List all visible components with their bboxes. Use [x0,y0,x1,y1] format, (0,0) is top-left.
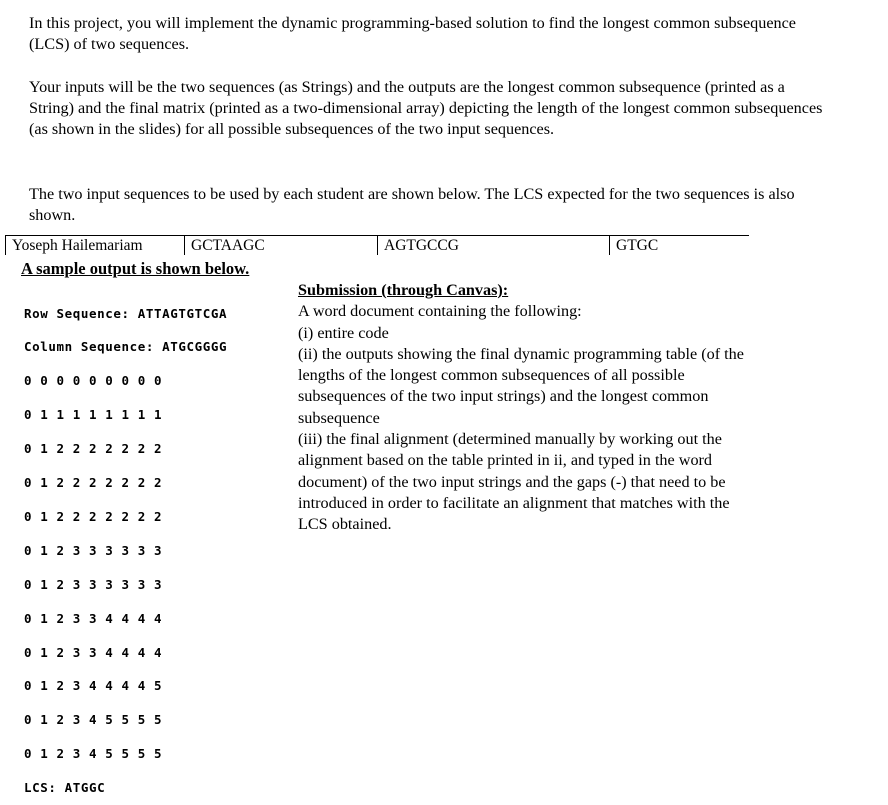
sample-output-heading: A sample output is shown below. [21,259,250,278]
submission-line: document) of the two input strings and the gaps (-) that need to be [298,472,726,491]
sequence-1-cell: GCTAAGC [184,236,377,255]
submission-line: A word document containing the following: [298,302,582,321]
matrix-row: 0 1 2 3 3 3 3 3 3 [24,576,163,592]
column-sequence-line: Column Sequence: ATGCGGGG [24,339,228,355]
intro-paragraph-1: In this project, you will implement the dynamic programming-based solution to find the longest common subsequence (LCS) of two sequences. [29,14,796,53]
submission-line: introduced in order to facilitate an alignment that matches with the [298,493,730,512]
submission-line: subsequence [298,408,380,427]
assignment-table-row [5,235,749,255]
submission-line: subsequences of the two input strings) and the longest common [298,387,709,406]
matrix-row: 0 1 2 2 2 2 2 2 2 [24,475,163,491]
matrix-row: 0 1 2 3 4 5 5 5 5 [24,712,163,728]
matrix-row: 0 1 2 2 2 2 2 2 2 [24,441,163,457]
sample-console-output [24,285,227,805]
submission-line: (ii) the outputs showing the final dynamic programming table (of the [298,344,744,363]
student-name-cell: Yoseph Hailemariam [5,236,184,255]
lcs-result-line: LCS: ATGGC [24,780,106,796]
matrix-row: 0 1 2 3 3 3 3 3 3 [24,542,163,558]
submission-section [298,280,828,536]
sequence-2-cell: AGTGCCG [377,236,609,255]
submission-line: alignment based on the table printed in ii, and typed in the word [298,451,713,470]
submission-line: lengths of the longest common subsequences of all possible [298,366,685,385]
matrix-row: 0 1 2 3 3 4 4 4 4 [24,610,163,626]
matrix-row: 0 1 2 2 2 2 2 2 2 [24,508,163,524]
matrix-row: 0 1 1 1 1 1 1 1 1 [24,407,163,423]
submission-title: Submission (through Canvas): [298,281,509,299]
intro-paragraph-3: The two input sequences to be used by each student are shown below. The LCS expected for the two sequences is also shown. [29,185,795,224]
intro-paragraph-2: Your inputs will be the two sequences (as Strings) and the outputs are the longest common subsequence (printed as a String) and the final matrix (printed as a two-dimensional array) depicting the length of the longest common subsequences (as shown in the slides) for all possible subsequences of the two input sequences. [29,78,823,138]
expected-lcs-cell: GTGC [609,236,749,255]
submission-line: (iii) the final alignment (determined manually by working out the [298,430,722,449]
matrix-row: 0 1 2 3 4 5 5 5 5 [24,746,163,762]
submission-line: LCS obtained. [298,515,392,534]
submission-line: (i) entire code [298,323,389,342]
row-sequence-line: Row Sequence: ATTAGTGTCGA [24,305,228,321]
matrix-row: 0 0 0 0 0 0 0 0 0 [24,373,163,389]
matrix-row: 0 1 2 3 3 4 4 4 4 [24,644,163,660]
matrix-row: 0 1 2 3 4 4 4 4 5 [24,678,163,694]
